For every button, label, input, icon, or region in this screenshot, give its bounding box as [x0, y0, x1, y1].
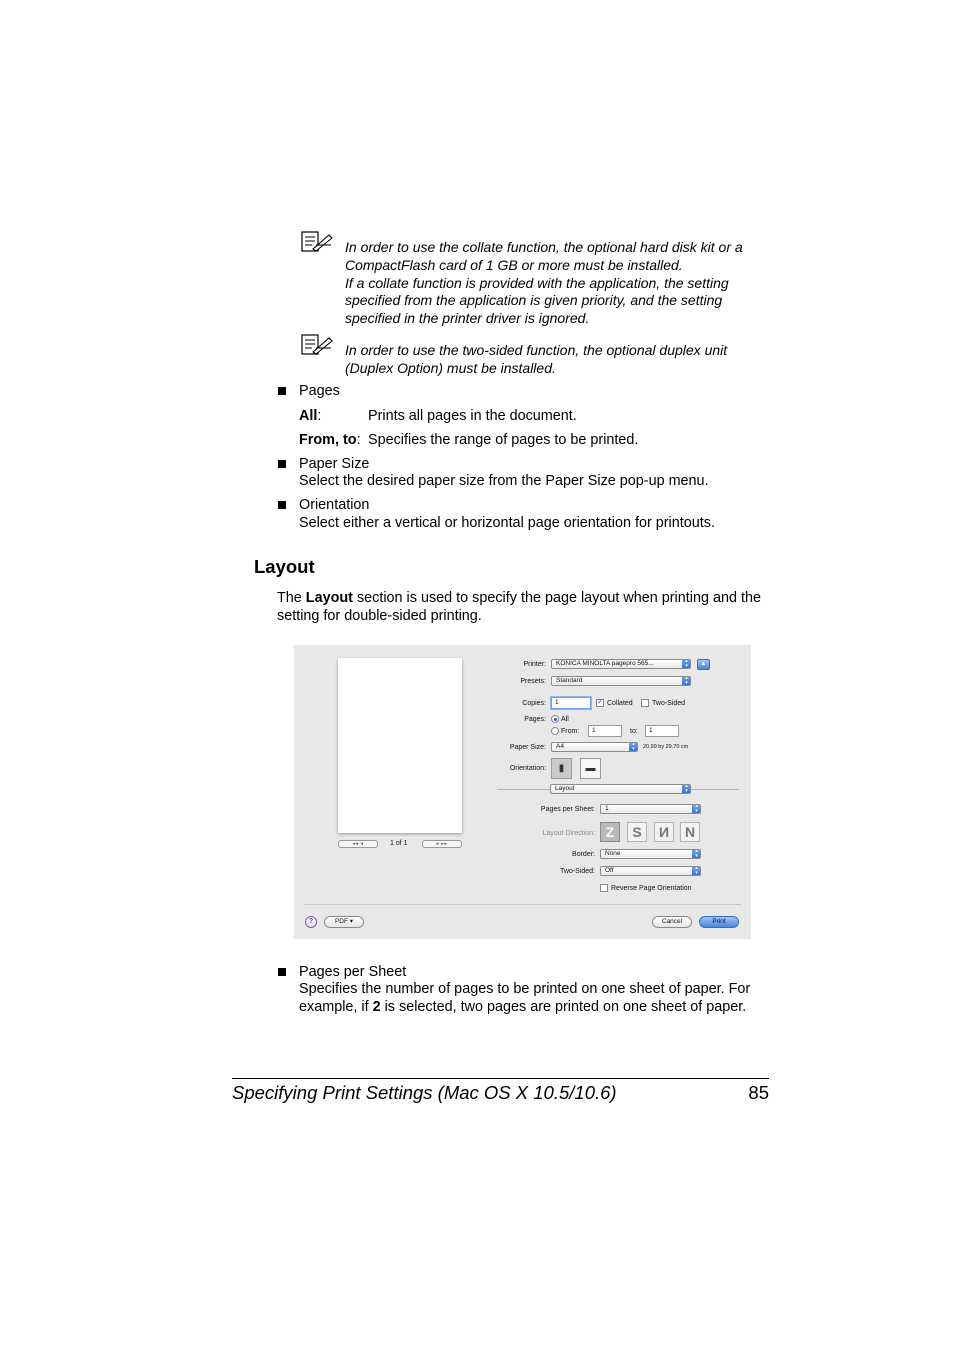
- two-sided-check-label: Two-Sided: [652, 700, 686, 707]
- layout-n-direction-icon[interactable]: N: [680, 822, 700, 842]
- printer-label: Printer:: [523, 661, 546, 668]
- print-dialog: [294, 645, 751, 939]
- pages-to-label: to:: [630, 728, 638, 735]
- presets-popup[interactable]: Standard ▴ ▾: [551, 676, 691, 686]
- page-number: 85: [748, 1082, 769, 1103]
- section-intro: The Layout section is used to specify the page layout when printing and the: [277, 590, 761, 606]
- layout-s-direction-icon[interactable]: S: [627, 822, 647, 842]
- border-label: Border:: [572, 851, 595, 858]
- page-counter: 1 of 1: [390, 840, 408, 847]
- pages-from-term: From, to:: [299, 432, 361, 448]
- orientation-item-label: Orientation: [299, 497, 370, 513]
- portrait-orientation-icon[interactable]: ▮: [551, 758, 572, 779]
- two-sided-checkbox[interactable]: [641, 699, 649, 707]
- orientation-item-desc: Select either a vertical or horizontal page orientation for printouts.: [299, 515, 715, 531]
- paper-size-popup[interactable]: A4 ▴ ▾: [551, 742, 638, 752]
- popup-arrows-icon: ▴ ▾: [682, 676, 691, 686]
- bullet-marker: [278, 460, 286, 468]
- disclosure-toggle-button[interactable]: ▲: [697, 659, 710, 670]
- pages-from-radio[interactable]: [551, 727, 559, 735]
- pages-per-sheet-popup[interactable]: 1 ▴ ▾: [600, 804, 701, 814]
- pages-all-term: All:: [299, 408, 322, 424]
- two-sided-popup[interactable]: Off ▴ ▾: [600, 866, 701, 876]
- reverse-orientation-checkbox[interactable]: [600, 884, 608, 892]
- bullet-marker: [278, 501, 286, 509]
- pages-all-desc: Prints all pages in the document.: [368, 408, 577, 424]
- pages-to-field[interactable]: 1: [645, 725, 679, 737]
- bullet-marker: [278, 968, 286, 976]
- collated-label: Collated: [607, 700, 633, 707]
- pages-per-sheet-item-desc: Specifies the number of pages to be printed on one sheet of paper. For: [299, 981, 751, 997]
- paper-size-dimensions: 20.99 by 29.70 cm: [643, 744, 689, 750]
- layout-z-direction-icon[interactable]: Z: [600, 822, 620, 842]
- pages-per-sheet-label: Pages per Sheet:: [540, 806, 595, 813]
- presets-label: Presets:: [520, 678, 546, 685]
- paper-size-item-label: Paper Size: [299, 456, 370, 472]
- border-popup[interactable]: None ▴ ▾: [600, 849, 701, 859]
- bullet-marker: [278, 387, 286, 395]
- page-preview: [338, 658, 462, 833]
- pages-from-desc: Specifies the range of pages to be printed.: [368, 432, 639, 448]
- collate-note: In order to use the collate function, the optional hard disk kit or a CompactFlash card of 1 GB or more must be installed. If a collate function is provided with the application, the setting specified from the application is given priority, and the setting specified in the printer driver is ignored.: [345, 239, 743, 327]
- panel-popup[interactable]: Layout ▴ ▾: [550, 784, 691, 794]
- pages-from-label: From:: [561, 728, 580, 735]
- popup-arrows-icon: ▴ ▾: [692, 866, 701, 876]
- two-sided-note: In order to use the two-sided function, the optional duplex unit (Duplex Option) must be installed.: [345, 342, 728, 376]
- preview-forward-buttons[interactable]: ▸ ▸▸: [422, 840, 462, 848]
- paper-size-label: Paper Size:: [509, 744, 546, 751]
- two-sided-label: Two-Sided:: [559, 868, 595, 875]
- print-button[interactable]: Print: [699, 916, 739, 928]
- help-icon[interactable]: ?: [305, 916, 317, 928]
- reverse-orientation-label: Reverse Page Orientation: [611, 885, 692, 892]
- note-pencil-icon: [301, 231, 333, 253]
- orientation-label: Orientation:: [509, 765, 546, 772]
- copies-field[interactable]: 1: [551, 697, 591, 709]
- preview-back-buttons[interactable]: ◂◂ ◂: [338, 840, 378, 848]
- pages-per-sheet-item-desc-2: example, if 2 is selected, two pages are printed on one sheet of paper.: [299, 999, 747, 1015]
- popup-arrows-icon: ▴ ▾: [682, 659, 691, 669]
- section-intro-line2: setting for double-sided printing.: [277, 608, 482, 624]
- layout-direction-label: Layout Direction:: [542, 830, 595, 837]
- popup-arrows-icon: ▴ ▾: [629, 742, 638, 752]
- printer-popup[interactable]: KONICA MINOLTA pagepro 565... ▴ ▾: [551, 659, 691, 669]
- pages-all-radio[interactable]: [551, 715, 559, 723]
- note-pencil-icon: [301, 334, 333, 356]
- pages-per-sheet-item-label: Pages per Sheet: [299, 964, 407, 980]
- footer-title: Specifying Print Settings (Mac OS X 10.5/10.6): [232, 1082, 617, 1103]
- layout-reverse-n-direction-icon[interactable]: И: [654, 822, 674, 842]
- bottom-separator: [304, 904, 741, 905]
- pages-label: Pages:: [524, 716, 546, 723]
- popup-arrows-icon: ▴ ▾: [692, 849, 701, 859]
- landscape-orientation-icon[interactable]: ▬: [580, 758, 601, 779]
- popup-arrows-icon: ▴ ▾: [682, 784, 691, 794]
- pages-item-label: Pages: [299, 383, 340, 399]
- section-heading: Layout: [254, 556, 315, 577]
- pages-all-label: All: [561, 716, 569, 723]
- pages-from-field[interactable]: 1: [588, 725, 622, 737]
- collated-checkbox[interactable]: ✓: [597, 699, 603, 706]
- pdf-button[interactable]: PDF ▾: [324, 916, 364, 928]
- footer-rule: [232, 1078, 769, 1079]
- cancel-button[interactable]: Cancel: [652, 916, 692, 928]
- popup-arrows-icon: ▴ ▾: [692, 804, 701, 814]
- copies-label: Copies:: [522, 700, 546, 707]
- paper-size-item-desc: Select the desired paper size from the Paper Size pop-up menu.: [299, 473, 709, 489]
